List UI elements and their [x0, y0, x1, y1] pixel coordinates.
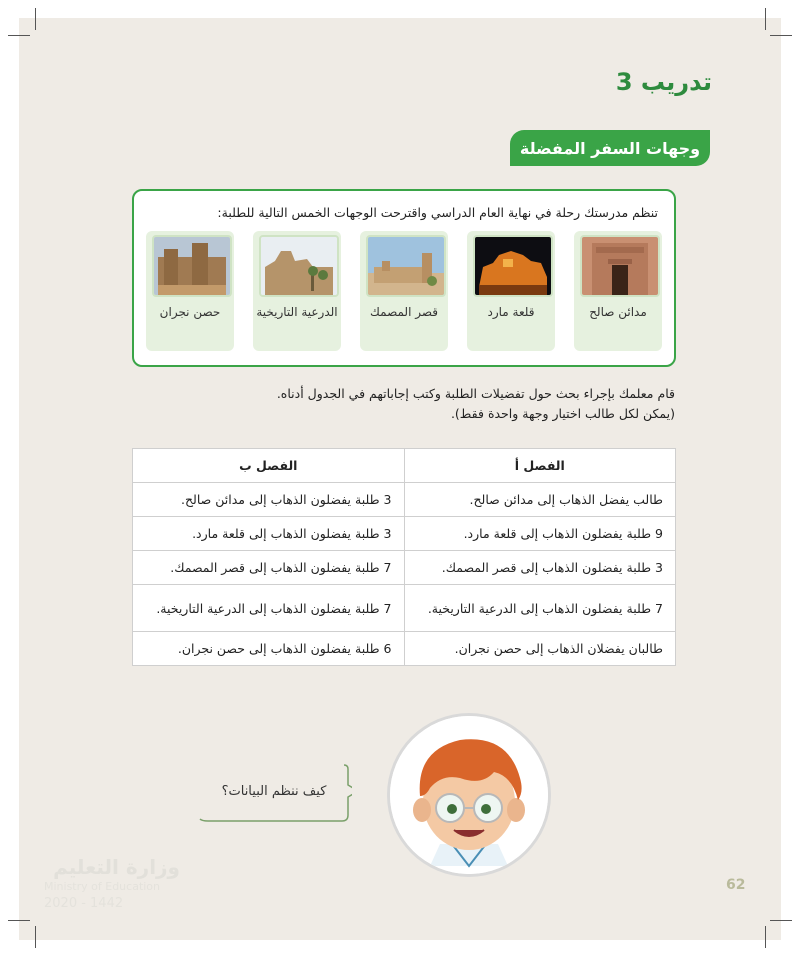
destination-label: مدائن صالح [589, 305, 647, 319]
table-row [133, 517, 676, 551]
table-row [133, 551, 676, 585]
destination-card [360, 231, 448, 351]
destination-card [467, 231, 555, 351]
table-cell: 7 طلبة يفضلون الذهاب إلى قصر المصمك. [133, 551, 405, 585]
ministry-watermark: وزارة التعليم [53, 855, 180, 879]
najran-fort-photo [152, 235, 232, 297]
table-cell: 7 طلبة يفضلون الذهاب إلى الدرعية التاريخية. [404, 585, 676, 632]
table-cell: طالبان يفضلان الذهاب إلى حصن نجران. [404, 632, 676, 666]
destination-card [574, 231, 662, 351]
destinations-box [132, 189, 676, 367]
masmak-palace-photo [366, 235, 446, 297]
column-header-class-a: الفصل أ [404, 449, 676, 483]
instructions-line: قام معلمك بإجراء بحث حول تفضيلات الطلبة وكتب إجاباتهم في الجدول أدناه. [276, 386, 675, 401]
crop-mark [765, 8, 766, 30]
exercise-title: تدريب 3 [615, 68, 712, 96]
table-cell: 7 طلبة يفضلون الذهاب إلى الدرعية التاريخية. [133, 585, 405, 632]
page-number: 62 [726, 877, 746, 893]
crop-mark [8, 35, 30, 36]
table-row [133, 632, 676, 666]
instructions-note: (يمكن لكل طالب اختيار وجهة واحدة فقط). [450, 406, 675, 421]
survey-instructions [277, 384, 675, 424]
crop-mark [8, 920, 30, 921]
preferences-table [132, 448, 676, 666]
destination-label: حصن نجران [159, 305, 221, 319]
destination-label: قلعة مارد [487, 305, 535, 319]
marid-castle-photo [473, 235, 553, 297]
table-row [133, 483, 676, 517]
table-cell: 9 طلبة يفضلون الذهاب إلى قلعة مارد. [404, 517, 676, 551]
crop-mark [35, 926, 36, 948]
crop-mark [35, 8, 36, 30]
section-banner [510, 130, 710, 166]
ministry-watermark-sub: Ministry of Education [44, 880, 161, 893]
table-cell: 6 طلبة يفضلون الذهاب إلى حصن نجران. [133, 632, 405, 666]
banner-label: وجهات السفر المفضلة [519, 138, 701, 158]
crop-mark [770, 920, 792, 921]
speech-bubble-text: كيف ننظم البيانات؟ [221, 784, 327, 799]
madain-saleh-photo [580, 235, 660, 297]
table-cell: 3 طلبة يفضلون الذهاب إلى قصر المصمك. [404, 551, 676, 585]
table-cell: 3 طلبة يفضلون الذهاب إلى قلعة مارد. [133, 517, 405, 551]
column-header-class-b: الفصل ب [133, 449, 405, 483]
crop-mark [770, 35, 792, 36]
destination-label: الدرعية التاريخية [256, 305, 338, 319]
table-header-row [133, 449, 676, 483]
destination-cards [146, 231, 662, 351]
ministry-watermark-year: 2020 - 1442 [44, 896, 124, 911]
destination-card [146, 231, 234, 351]
table-cell: طالب يفضل الذهاب إلى مدائن صالح. [404, 483, 676, 517]
diriyah-photo [259, 235, 339, 297]
destination-label: قصر المصمك [370, 305, 438, 319]
table-cell: 3 طلبة يفضلون الذهاب إلى مدائن صالح. [133, 483, 405, 517]
crop-mark [765, 926, 766, 948]
destination-card [253, 231, 341, 351]
table-row [133, 585, 676, 632]
boy-character-avatar [390, 716, 548, 874]
destinations-intro: تنظم مدرستك رحلة في نهاية العام الدراسي واقترحت الوجهات الخمس التالية للطلبة: [217, 205, 658, 220]
